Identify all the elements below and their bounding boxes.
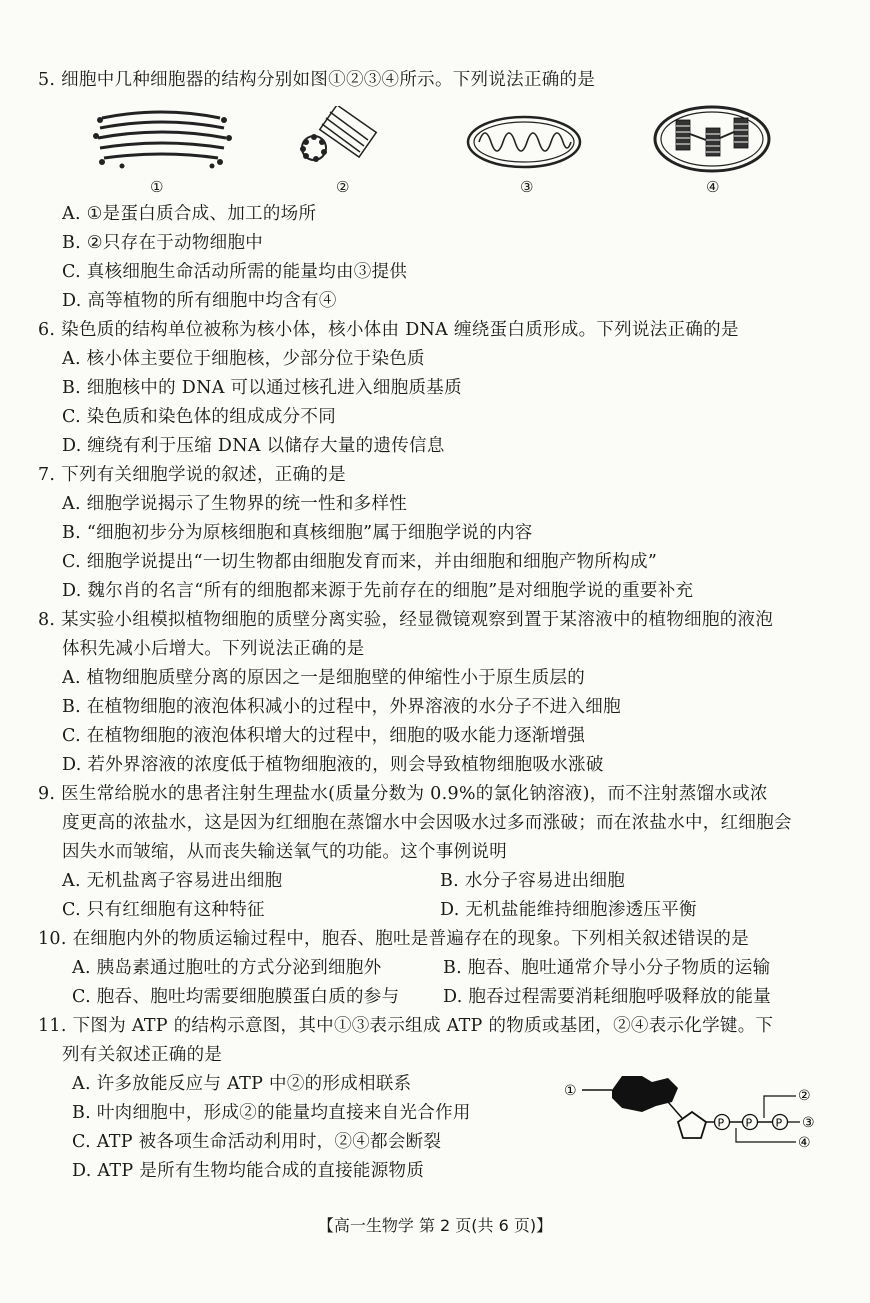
q10-option-d: D. 胞吞过程需要消耗细胞呼吸释放的能量 xyxy=(443,987,772,1007)
q6-option-b: B. 细胞核中的 DNA 可以通过核孔进入细胞质基质 xyxy=(62,378,462,398)
q5-option-c: C. 真核细胞生命活动所需的能量均由③提供 xyxy=(62,262,408,282)
phosphate-2: P xyxy=(745,1116,753,1130)
phosphate-1: P xyxy=(717,1116,725,1130)
q7-option-d: D. 魏尔肖的名言“所有的细胞都来源于先前存在的细胞”是对细胞学说的重要补充 xyxy=(62,581,694,601)
q5-stem: 5. 细胞中几种细胞器的结构分别如图①②③④所示。下列说法正确的是 xyxy=(38,70,596,90)
footer-text: 高一生物学 第 2 页(共 6 页) xyxy=(333,1216,537,1235)
q5-option-d: D. 高等植物的所有细胞中均含有④ xyxy=(62,291,337,311)
mitochondrion-figure xyxy=(465,114,583,170)
atp-label-1: ① xyxy=(564,1083,577,1099)
footer-left-bracket: 【 xyxy=(317,1216,334,1235)
q9-stem-line3: 因失水而皱缩，从而丧失输送氧气的功能。这个事例说明 xyxy=(62,842,507,862)
q7-option-b: B. “细胞初步分为原核细胞和真核细胞”属于细胞学说的内容 xyxy=(62,523,533,543)
ribose-pentagon xyxy=(678,1112,706,1138)
q8-stem: 8. 某实验小组模拟植物细胞的质壁分离实验，经显微镜观察到置于某溶液中的植物细胞的液泡 xyxy=(38,610,774,630)
fig-label-1: ① xyxy=(150,178,164,196)
fig-label-3: ③ xyxy=(520,178,534,196)
fig-label-4: ④ xyxy=(706,178,720,196)
q10-stem: 10. 在细胞内外的物质运输过程中，胞吞、胞吐是普遍存在的现象。下列相关叙述错误的是 xyxy=(38,929,749,949)
q8-option-d: D. 若外界溶液的浓度低于植物细胞液的，则会导致植物细胞吸水涨破 xyxy=(62,755,604,775)
q11-option-a: A. 许多放能反应与 ATP 中②的形成相联系 xyxy=(72,1074,412,1094)
q5-option-a: A. ①是蛋白质合成、加工的场所 xyxy=(62,204,317,224)
q11-stem: 11. 下图为 ATP 的结构示意图，其中①③表示组成 ATP 的物质或基团，②④表示化学键。下 xyxy=(38,1016,774,1036)
footer-right-bracket: 】 xyxy=(536,1216,553,1235)
q5-option-b: B. ②只存在于动物细胞中 xyxy=(62,233,264,253)
golgi-apparatus-figure xyxy=(92,108,232,170)
atp-label-4: ④ xyxy=(798,1135,811,1151)
q11-option-c: C. ATP 被各项生命活动利用时，②④都会断裂 xyxy=(72,1132,442,1152)
q10-option-a: A. 胰岛素通过胞吐的方式分泌到细胞外 xyxy=(72,958,382,978)
q8-stem-continued: 体积先减小后增大。下列说法正确的是 xyxy=(62,639,365,659)
atp-label-2: ② xyxy=(798,1088,811,1104)
q8-option-b: B. 在植物细胞的液泡体积减小的过程中，外界溶液的水分子不进入细胞 xyxy=(62,697,621,717)
q11-stem-continued: 列有关叙述正确的是 xyxy=(62,1045,223,1065)
atp-label-3: ③ xyxy=(802,1115,815,1131)
q9-stem: 9. 医生常给脱水的患者注射生理盐水(质量分数为 0.9%的氯化钠溶液)，而不注射蒸馏水或浓 xyxy=(38,784,768,804)
centriole-figure xyxy=(292,106,382,172)
phosphate-3: P xyxy=(775,1116,783,1130)
q10-option-b: B. 胞吞、胞吐通常介导小分子物质的运输 xyxy=(443,958,771,978)
adenine-base-shape xyxy=(612,1076,678,1112)
q7-stem: 7. 下列有关细胞学说的叙述，正确的是 xyxy=(38,465,346,485)
q9-stem-line2: 度更高的浓盐水，这是因为红细胞在蒸馏水中会因吸水过多而涨破；而在浓盐水中，红细胞会 xyxy=(62,813,792,833)
q9-option-a: A. 无机盐离子容易进出细胞 xyxy=(62,871,283,891)
page-footer xyxy=(0,1213,870,1236)
q9-option-d: D. 无机盐能维持细胞渗透压平衡 xyxy=(440,900,697,920)
q8-option-a: A. 植物细胞质壁分离的原因之一是细胞壁的伸缩性小于原生质层的 xyxy=(62,668,586,688)
q6-option-c: C. 染色质和染色体的组成成分不同 xyxy=(62,407,336,427)
fig-label-2: ② xyxy=(336,178,350,196)
q11-option-d: D. ATP 是所有生物均能合成的直接能源物质 xyxy=(72,1161,425,1181)
chloroplast-figure xyxy=(652,104,772,174)
q9-option-b: B. 水分子容易进出细胞 xyxy=(440,871,626,891)
q6-stem: 6. 染色质的结构单位被称为核小体，核小体由 DNA 缠绕蛋白质形成。下列说法正确的是 xyxy=(38,320,739,340)
q7-option-a: A. 细胞学说揭示了生物界的统一性和多样性 xyxy=(62,494,408,514)
atp-structure-diagram xyxy=(560,1068,830,1168)
q7-option-c: C. 细胞学说提出“一切生物都由细胞发育而来，并由细胞和细胞产物所构成” xyxy=(62,552,658,572)
q6-option-d: D. 缠绕有利于压缩 DNA 以储存大量的遗传信息 xyxy=(62,436,445,456)
q8-option-c: C. 在植物细胞的液泡体积增大的过程中，细胞的吸水能力逐渐增强 xyxy=(62,726,586,746)
q6-option-a: A. 核小体主要位于细胞核，少部分位于染色质 xyxy=(62,349,425,369)
q11-option-b: B. 叶肉细胞中，形成②的能量均直接来自光合作用 xyxy=(72,1103,471,1123)
q10-option-c: C. 胞吞、胞吐均需要细胞膜蛋白质的参与 xyxy=(72,987,400,1007)
q9-option-c: C. 只有红细胞有这种特征 xyxy=(62,900,265,920)
